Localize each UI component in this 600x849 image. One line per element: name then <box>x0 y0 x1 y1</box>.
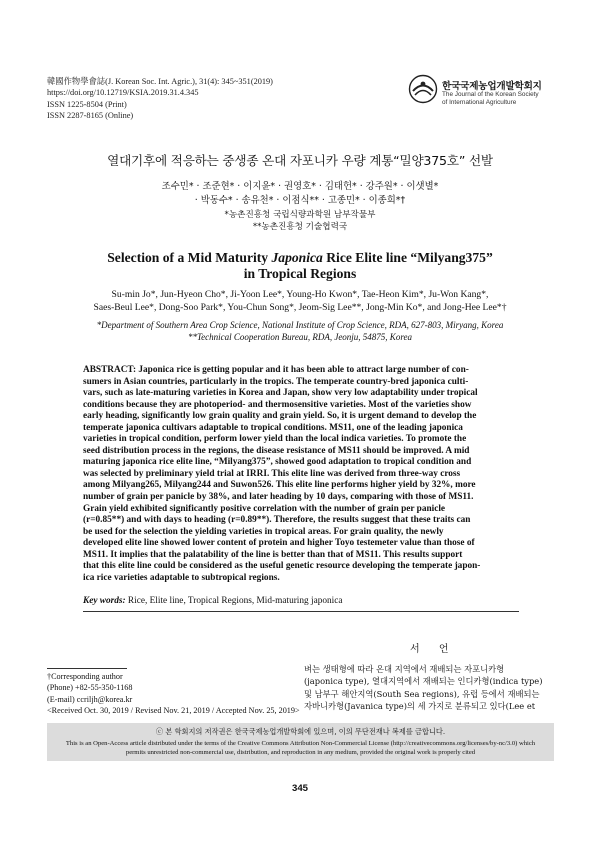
abstract-line: Grain yield exhibited significantly positive correlation with the number of grain per panicle <box>83 503 446 514</box>
logo-english-line-1: The Journal of the Korean Society <box>442 91 539 98</box>
page-number: 345 <box>291 783 308 794</box>
affiliation-english-line-1: *Department of Southern Area Crop Science, National Institute of Crop Science, RDA, 627-803, Miryang, Korea <box>96 320 504 330</box>
abstract-line: ica rice varieties adaptable to subtropical regions. <box>83 572 280 583</box>
corresponding-author-footnote <box>47 671 300 716</box>
keywords-label: Key words: <box>83 596 126 606</box>
body-line: (japonica type), 열대지역에서 재배되는 인디카형(indica type) <box>304 676 543 687</box>
abstract-line: conditions because they are photoperiod- and thermosensitive varieties. Most of the varieties show <box>83 399 472 410</box>
title-english-line-2: in Tropical Regions <box>243 266 357 281</box>
open-access-line-2: permits unrestricted non-commercial use, distribution, and reproduction in any medium, provided the original work is properly cited <box>125 748 476 756</box>
abstract-line: among Milyang265, Milyang244 and Suwon526. This elite line performs higher yield by 32%, more <box>83 480 476 491</box>
affiliation-korean-line-1: *농촌진흥청 국립식량과학원 남부작물부 <box>224 210 376 220</box>
abstract-line: that this elite line could be considered as the useful genetic resource developing the temperate japon- <box>83 561 481 572</box>
affiliation-korean <box>0 210 600 233</box>
abstract-label: ABSTRACT: <box>83 365 137 375</box>
authors-english <box>30 289 570 314</box>
journal-logo <box>408 72 558 116</box>
issn-online: ISSN 2287-8165 (Online) <box>47 111 134 121</box>
section-heading-introduction: 서 언 <box>410 644 457 655</box>
abstract-line: temperate japonica cultivars adaptable to tropical conditions. MS11, one of the leading japonica <box>83 422 463 433</box>
logo-english-name <box>442 91 539 107</box>
journal-citation: 韓國作物學會誌(J. Korean Soc. Int. Agric.), 31(4): 345~351(2019) <box>47 77 273 86</box>
open-access-notice <box>47 740 554 757</box>
abstract-line: vars, such as late-maturing varieties in Korea and Japan, show very low adaptability under tropical <box>83 388 478 399</box>
doi-link[interactable]: https://doi.org/10.12719/KSIA.2019.31.4.345 <box>47 88 199 98</box>
logo-korean-name: 한국국제농업개발학회지 <box>442 81 542 92</box>
abstract-line: Japonica rice is getting popular and it has been able to attract large number of con- <box>138 365 469 375</box>
abstract-line: was selected by preliminary yield trial at IRRI. This elite line was derived from three-way cross <box>83 468 461 479</box>
footnote-line-3: (E-mail) ccriljh@korea.kr <box>47 694 133 704</box>
title-english <box>0 250 600 282</box>
title-english-italic: Japonica <box>271 250 323 265</box>
footnote-divider <box>47 668 127 669</box>
keywords-text: Rice, Elite line, Tropical Regions, Mid-maturing japonica <box>125 596 343 606</box>
copyright-notice: ⓒ 본 학회지의 저작권은 한국국제농업개발학회에 있으며, 이의 무단전재나 복제를 금합니다. <box>155 727 446 736</box>
abstract-line: early heading, significantly low grain quality and grain yield. So, it is urgent demand to develop the <box>83 411 477 422</box>
body-line: 벼는 생태형에 따라 온대 지역에서 재배되는 자포니카형 <box>304 664 505 674</box>
open-access-line-1: This is an Open-Access article distributed under the terms of the Creative Commons Attribution Non-Commercial License (http://creativecommons.org/licenses/by-nc/3.0) which <box>65 740 536 747</box>
title-korean: 열대기후에 적응하는 중생종 온대 자포니카 우량 계통“밀양375호” 선발 <box>107 153 493 168</box>
issn-print: ISSN 1225-8504 (Print) <box>47 99 127 109</box>
authors-english-line-2: Saes-Beul Lee*, Dong-Soo Park*, You-Chun Song*, Jeom-Sig Lee**, Jong-Min Ko*, and Jong-Hee Lee*† <box>93 301 507 313</box>
authors-english-line-1: Su-min Jo*, Jun-Hyeon Cho*, Ji-Yoon Lee*, Young-Ho Kwon*, Tae-Heon Kim*, Ju-Won Kang*, <box>111 289 489 300</box>
abstract-line: MS11. It implies that the palatability of the line is better than that of MS11. This results support <box>83 549 463 560</box>
abstract-line: be used for the selection the yielding varieties in tropical areas. For grain quality, the newly <box>83 526 444 537</box>
abstract-divider <box>83 611 519 612</box>
keywords <box>83 596 519 606</box>
body-line: 및 남부구 해안지역(South Sea regions), 유럽 등에서 재배되는 <box>304 688 540 699</box>
abstract-line: sumers in Asian countries, particularly in the tropics. The temperate country-bred japonica culti- <box>83 376 469 387</box>
authors-korean-line-2: · 박동수* · 송유천* · 이점식** · 고종민* · 이종희*† <box>194 195 406 206</box>
affiliation-korean-line-2: **농촌진흥청 기술협력국 <box>252 221 348 232</box>
authors-korean-line-1: 조수민* · 조준현* · 이지윤* · 권영호* · 김태헌* · 강주원* · 이샛별* <box>161 181 439 192</box>
logo-english-line-2: of International Agriculture <box>442 99 517 106</box>
footnote-line-1: †Corresponding author <box>47 672 123 681</box>
affiliation-english <box>30 320 570 343</box>
affiliation-english-line-2: **Technical Cooperation Bureau, RDA, Jeonju, 54875, Korea <box>188 331 412 342</box>
abstract-line: developed elite line showed lower content of protein and higher Toyo testemeter value than those of <box>83 538 475 549</box>
footnote-line-4: <Received Oct. 30, 2019 / Revised Nov. 21, 2019 / Accepted Nov. 25, 2019> <box>47 705 300 715</box>
abstract-line: (r=0.85**) and with days to heading (r=0.89**). Therefore, the results suggest that these traits can <box>83 515 471 526</box>
journal-info <box>47 76 273 122</box>
title-english-line-1 <box>0 250 600 266</box>
abstract-line: maturing japonica rice elite line, “Milyang375”, showed good adaptation to tropical condition and <box>83 457 472 468</box>
society-emblem-icon <box>408 74 438 104</box>
abstract-line: varieties in tropical condition, perform lower yield than the local indica varieties. To promote the <box>83 434 467 445</box>
authors-korean <box>0 180 600 208</box>
title-english-part2: Rice Elite line “Milyang375” <box>322 250 493 265</box>
footnote-line-2: (Phone) +82-55-350-1168 <box>47 683 133 693</box>
body-line: 자바니카형(Javanica type)의 세 가지로 분류되고 있다(Lee et <box>304 700 536 711</box>
abstract <box>83 365 519 584</box>
abstract-line: number of grain per panicle by 38%, and later heading by 10 days, comparing with those of MS11. <box>83 492 474 503</box>
abstract-line: seed distribution process in the regions, the disease resistance of MS11 should be improved. A mid <box>83 445 470 456</box>
introduction-body <box>304 663 554 712</box>
title-english-part1: Selection of a Mid Maturity <box>107 250 272 265</box>
